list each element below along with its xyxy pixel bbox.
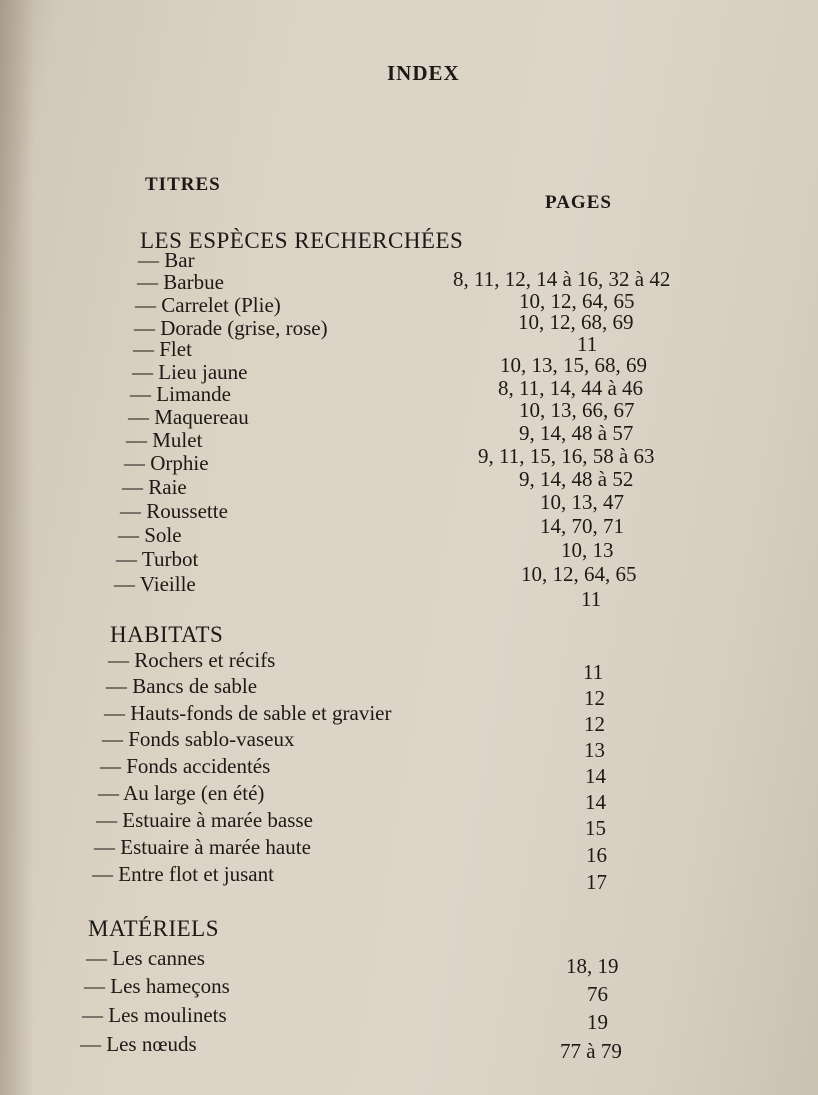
- index-entry-label: — Estuaire à marée haute: [94, 835, 311, 859]
- column-header-pages: PAGES: [545, 192, 612, 213]
- index-entry-label: — Les cannes: [86, 946, 205, 970]
- index-entry-pages: 17: [586, 870, 607, 894]
- index-entry-label: — Dorade (grise, rose): [134, 316, 328, 340]
- index-entry-pages: 10, 13: [561, 538, 614, 562]
- page-gutter-shadow: [0, 0, 34, 1095]
- index-entry-pages: 10, 13, 66, 67: [519, 398, 635, 422]
- index-entry-label: — Bancs de sable: [106, 674, 258, 698]
- index-entry-label: — Les nœuds: [80, 1032, 197, 1056]
- index-entry-pages: 16: [586, 843, 607, 867]
- column-header-titres: TITRES: [145, 174, 221, 195]
- index-entry-label: — Entre flot et jusant: [92, 862, 274, 886]
- section-heading-habitats: HABITATS: [110, 622, 224, 647]
- index-entry-label: — Mulet: [126, 428, 203, 452]
- index-entry-pages: 10, 13, 15, 68, 69: [500, 353, 647, 377]
- section-heading-especes: LES ESPÈCES RECHERCHÉES: [140, 228, 464, 253]
- index-entry-label: — Les moulinets: [82, 1003, 227, 1027]
- index-entry-pages: 12: [584, 686, 605, 710]
- index-entry-pages: 10, 13, 47: [540, 490, 624, 514]
- index-entry-label: — Flet: [133, 337, 192, 361]
- index-entry-pages: 11: [581, 587, 602, 611]
- index-entry-pages: 19: [587, 1010, 608, 1034]
- section-heading-materiels: MATÉRIELS: [88, 916, 219, 941]
- index-entry-label: — Orphie: [124, 451, 209, 475]
- index-entry-pages: 11: [583, 660, 604, 684]
- index-entry-pages: 9, 14, 48 à 52: [519, 467, 634, 491]
- index-entry-label: — Rochers et récifs: [108, 648, 276, 672]
- index-entry-label: — Maquereau: [128, 405, 249, 429]
- index-entry-pages: 10, 12, 64, 65: [521, 562, 637, 586]
- index-entry-pages: 76: [587, 982, 608, 1006]
- index-entry-pages: 14: [585, 790, 606, 814]
- index-entry-pages: 14: [585, 764, 606, 788]
- index-entry-pages: 9, 11, 15, 16, 58 à 63: [478, 444, 655, 468]
- index-entry-label: — Bar: [138, 248, 195, 272]
- index-entry-pages: 14, 70, 71: [540, 514, 624, 538]
- index-entry-label: — Vieille: [114, 572, 196, 596]
- index-entry-label: — Les hameçons: [84, 974, 230, 998]
- index-entry-label: — Sole: [118, 523, 182, 547]
- index-entry-pages: 11: [577, 332, 598, 356]
- index-entry-label: — Fonds sablo-vaseux: [102, 727, 295, 751]
- index-entry-pages: 9, 14, 48 à 57: [519, 421, 634, 445]
- index-entry-label: — Hauts-fonds de sable et gravier: [104, 701, 392, 725]
- index-entry-label: — Limande: [130, 382, 231, 406]
- index-entry-label: — Barbue: [137, 270, 224, 294]
- index-entry-label: — Fonds accidentés: [100, 754, 271, 778]
- index-entry-label: — Roussette: [120, 499, 228, 523]
- index-entry-label: — Estuaire à marée basse: [96, 808, 313, 832]
- index-entry-label: — Lieu jaune: [132, 360, 248, 384]
- index-entry-pages: 13: [584, 738, 605, 762]
- index-entry-label: — Au large (en été): [98, 781, 265, 805]
- index-entry-pages: 15: [585, 816, 606, 840]
- index-entry-pages: 77 à 79: [560, 1039, 622, 1063]
- index-entry-pages: 18, 19: [566, 954, 619, 978]
- page-title: INDEX: [387, 61, 460, 85]
- index-entry-pages: 8, 11, 14, 44 à 46: [498, 376, 644, 400]
- index-entry-label: — Carrelet (Plie): [135, 293, 281, 317]
- index-entry-pages: 8, 11, 12, 14 à 16, 32 à 42: [453, 267, 671, 291]
- index-entry-pages: 10, 12, 68, 69: [518, 310, 634, 334]
- index-entry-label: — Raie: [122, 475, 187, 499]
- index-entry-label: — Turbot: [116, 547, 199, 571]
- index-entry-pages: 10, 12, 64, 65: [519, 289, 635, 313]
- index-entry-pages: 12: [584, 712, 605, 736]
